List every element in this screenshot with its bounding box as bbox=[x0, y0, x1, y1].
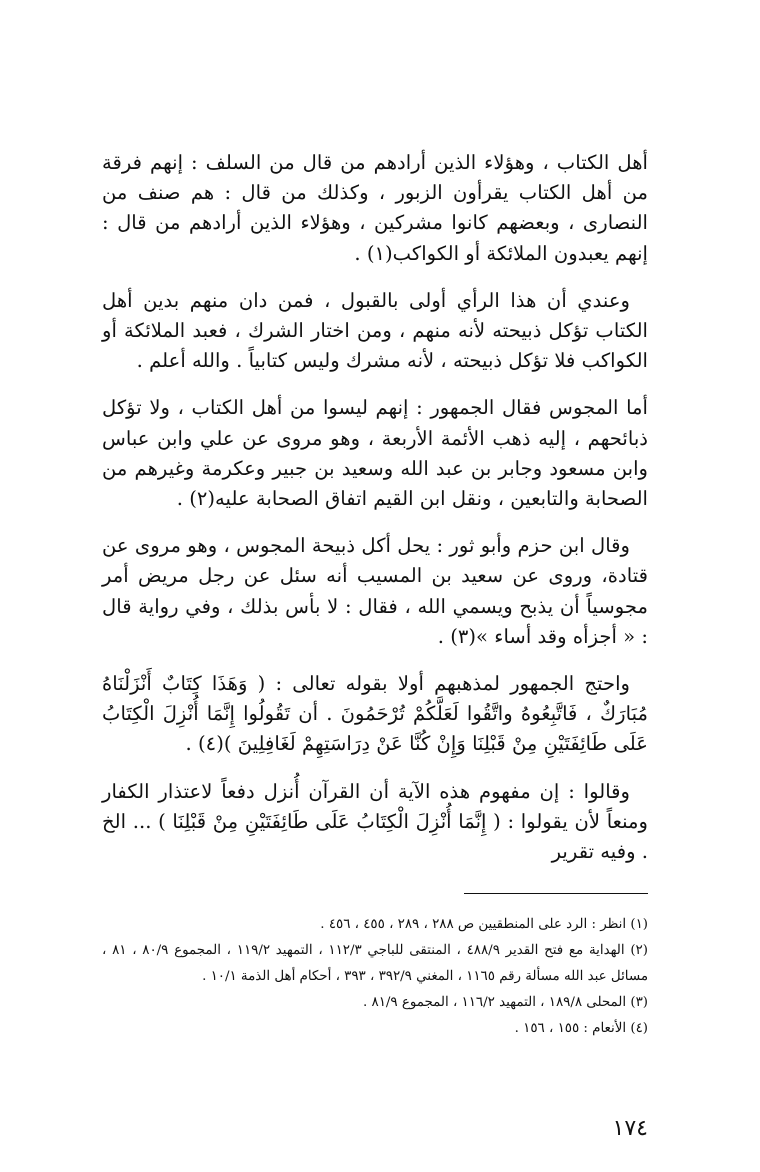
paragraph-1: أهل الكتاب ، وهؤلاء الذين أرادهم من قال من السلف : إنهم فرقة من أهل الكتاب يقرأون الزبور ، وكذلك من قال : هم صنف من النصارى ، وبعضهم كانوا مشركين ، وهؤلاء الذين أرادهم من قال : إنهم يعبدون الملائكة أو الكواكب(١) . bbox=[102, 151, 648, 265]
paragraph-4: وقال ابن حزم وأبو ثور : يحل أكل ذبيحة المجوس ، وهو مروى عن قتادة، وروى عن سعيد بن المسيب أنه سئل عن رجل مريض أمر مجوسياً أن يذبح ويسمي الله ، فقال : لا بأس بذلك ، وفي رواية قال : « أجزأه وقد أساء »(٣) . bbox=[102, 534, 648, 648]
footnote-1: (١) انظر : الرد على المنطقيين ص ٢٨٨ ، ٢٨٩ ، ٤٥٥ ، ٤٥٦ . bbox=[320, 917, 648, 932]
footnotes bbox=[102, 912, 648, 1042]
footnote-2: (٢) الهداية مع فتح القدير ٤٨٨/٩ ، المنتقى للباجي ١١٢/٣ ، التمهيد ١١٩/٢ ، المجموع ٨٠/٩ ، ٨١ ، مسائل عبد الله مسألة رقم ١١٦٥ ، المغني ٣٩٢/٩ ، ٣٩٣ ، أحكام أهل الذمة ١٠/١ . bbox=[102, 943, 648, 984]
footnote-4: (٤) الأنعام : ١٥٥ ، ١٥٦ . bbox=[514, 1021, 648, 1036]
page-number: ١٧٤ bbox=[612, 1116, 648, 1141]
paragraph-5: واحتج الجمهور لمذهبهم أولا بقوله تعالى : ( وَهَذَا كِتَابٌ أَنْزَلْنَاهُ مُبَارَكٌ ، فَاتَّبِعُوهُ واتَّقُوا لَعَلَّكُمْ تُرْحَمُونَ . أن تَقُولُوا إِنَّمَا أُنْزِلَ الْكِتَابُ عَلَى طَائِفَتَيْنِ مِنْ قَبْلِنَا وَإِنْ كُنَّا عَنْ دِرَاسَتِهِمْ لَغَافِلِينَ )(٤) . bbox=[102, 672, 648, 756]
footnote-3: (٣) المحلى ١٨٩/٨ ، التمهيد ١١٦/٢ ، المجموع ٨١/٩ . bbox=[363, 995, 648, 1010]
paragraph-2: وعندي أن هذا الرأي أولى بالقبول ، فمن دان منهم بدين أهل الكتاب تؤكل ذبيحته لأنه منهم ، ومن اختار الشرك ، فعبد الملائكة أو الكواكب فلا تؤكل ذبيحته ، لأنه مشرك وليس كتابياً . والله أعلم . bbox=[102, 288, 648, 373]
paragraph-6: وقالوا : إن مفهوم هذه الآية أن القرآن أُنزل دفعاً لاعتذار الكفار ومنعاً لأن يقولوا : ( إِنَّمَا أُنْزِلَ الْكِتَابُ عَلَى طَائِفَتَيْنِ مِنْ قَبْلِنَا ) ... الخ . وفيه تقرير bbox=[102, 779, 648, 864]
paragraph-3: أما المجوس فقال الجمهور : إنهم ليسوا من أهل الكتاب ، ولا تؤكل ذبائحهم ، إليه ذهب الأئمة الأربعة ، وهو مروى عن علي وابن عباس وابن مسعود وجابر بن عبد الله وسعيد بن جبير وعكرمة وغيرهم من الصحابة والتابعين ، ونقل ابن القيم اتفاق الصحابة عليه(٢) . bbox=[102, 396, 648, 511]
footnote-separator bbox=[464, 893, 648, 894]
main-text bbox=[102, 148, 648, 884]
